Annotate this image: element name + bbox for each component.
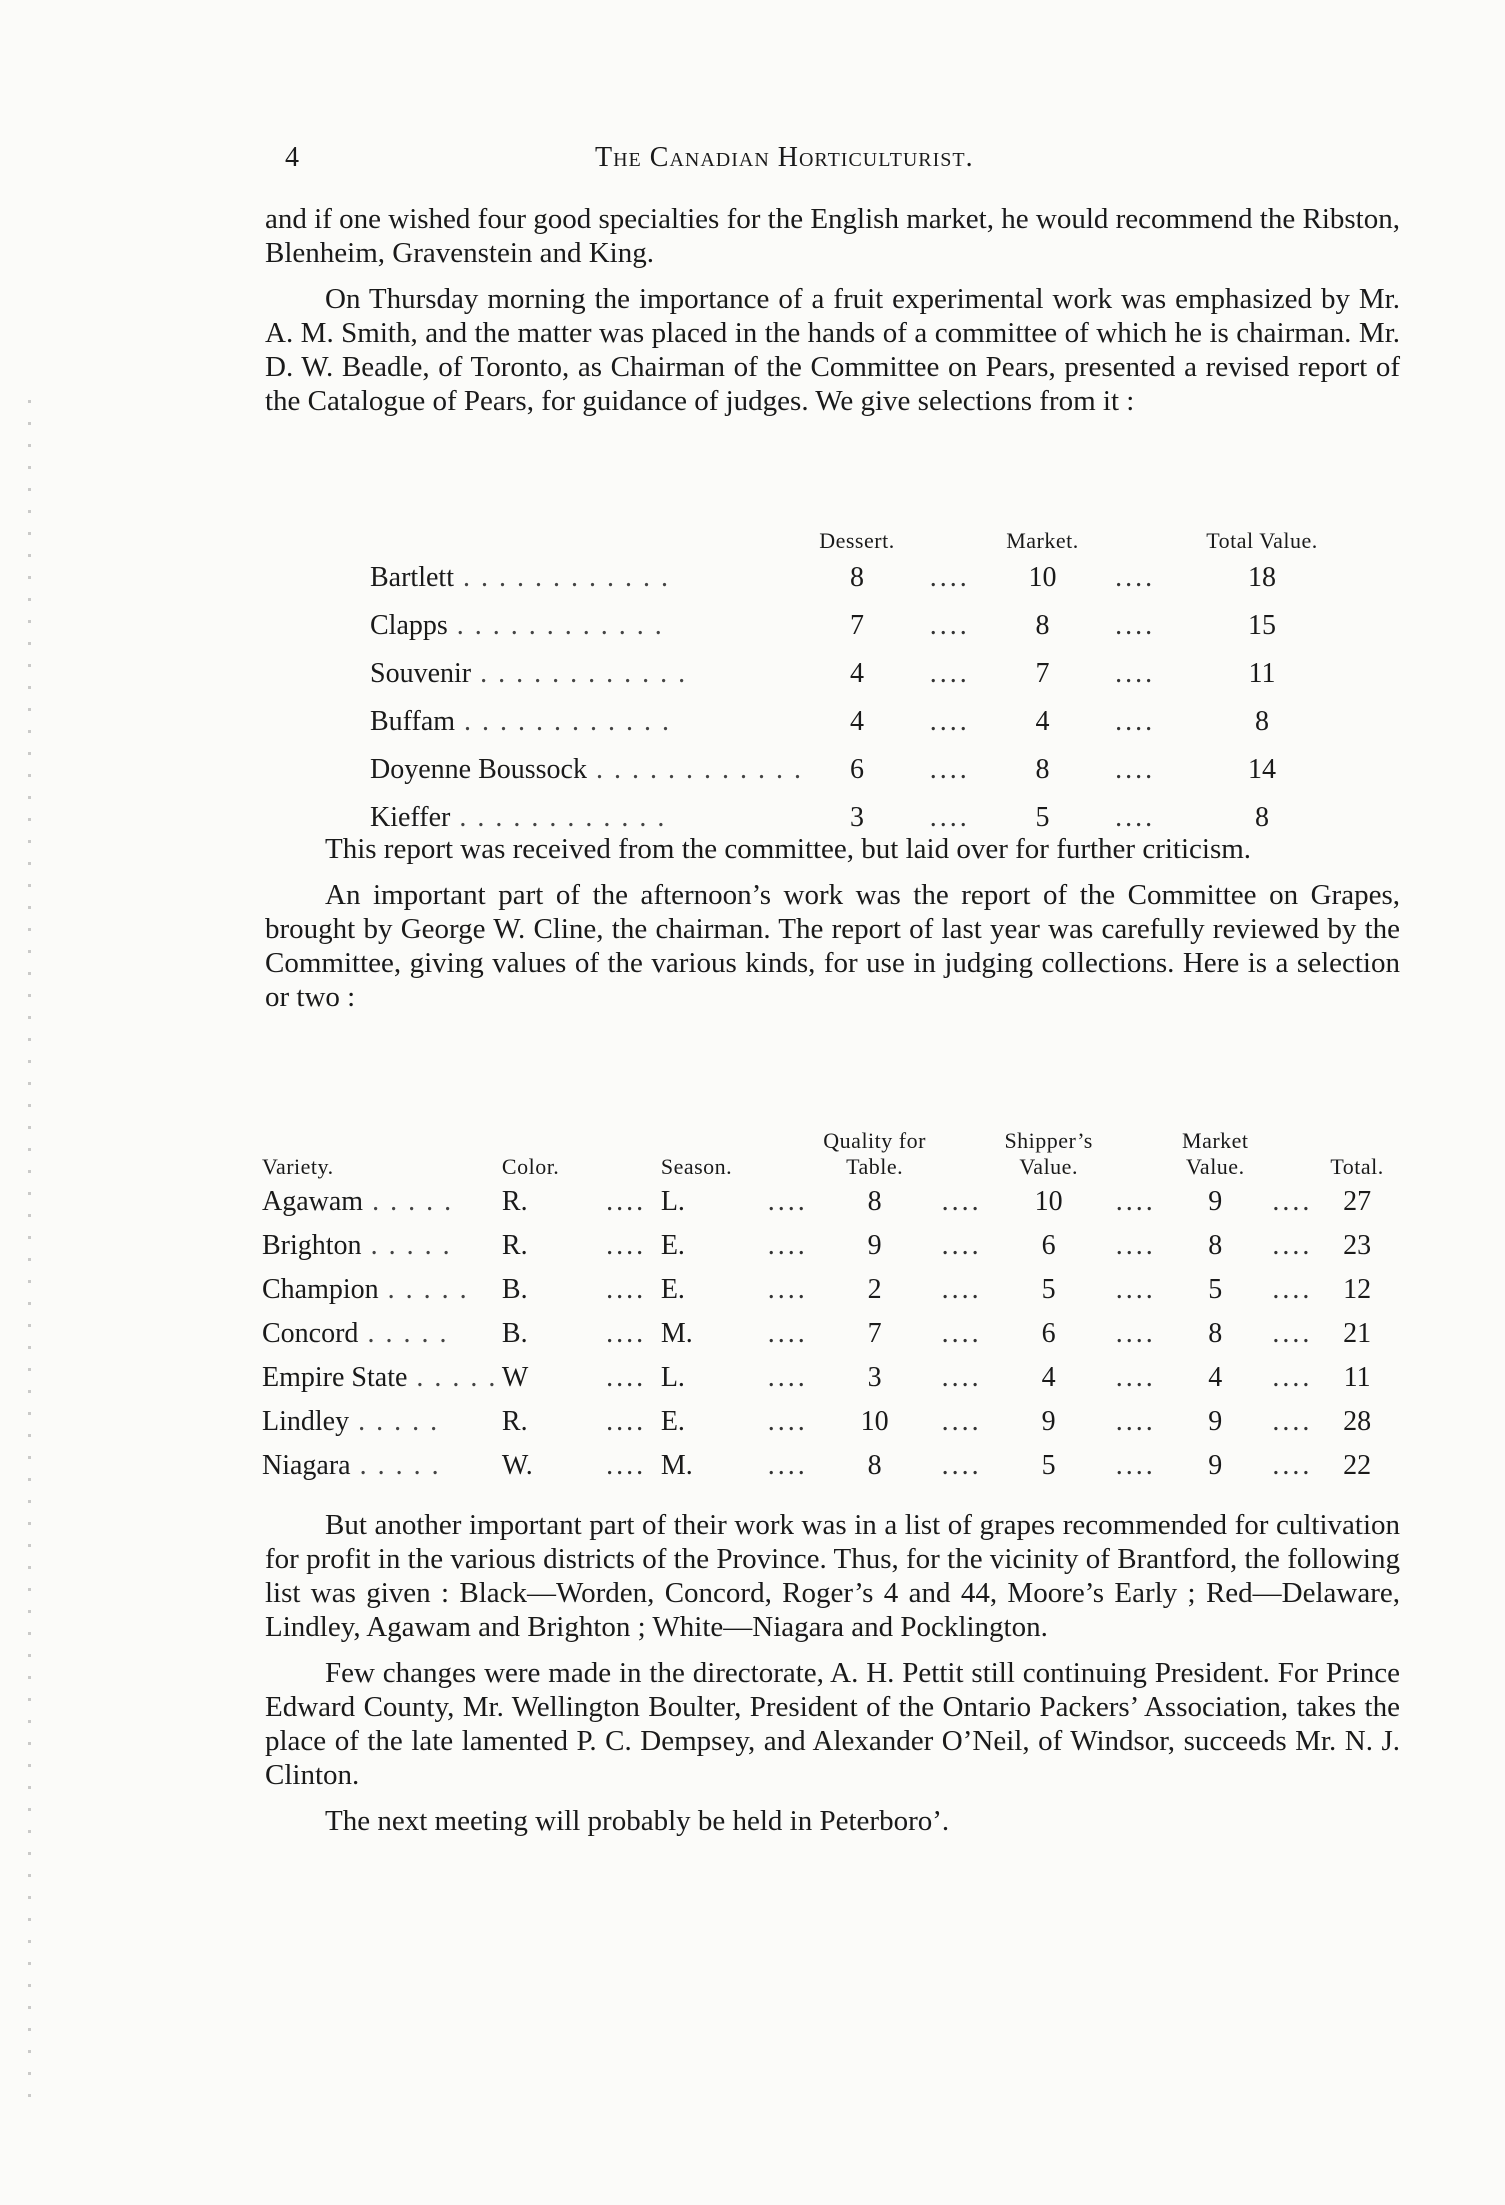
grape-shipper: 4 <box>1041 1362 1056 1393</box>
grape-season: L. <box>660 1362 685 1393</box>
dot-leader: .... <box>1115 1230 1156 1261</box>
pear-market: 8 <box>1035 610 1050 641</box>
col-variety: Variety. <box>262 1154 334 1179</box>
dot-leader: .... <box>941 1274 982 1305</box>
table-row <box>262 1224 1392 1268</box>
grape-quality: 7 <box>867 1318 882 1349</box>
pear-total: 15 <box>1248 610 1276 641</box>
dot-leader: . . . . . <box>378 1274 469 1305</box>
pear-market: 7 <box>1035 658 1050 689</box>
grape-shipper: 9 <box>1041 1406 1056 1437</box>
grape-variety: Champion <box>262 1274 379 1305</box>
dot-leader: .... <box>929 610 970 641</box>
dot-leader: .... <box>767 1230 808 1261</box>
dot-leader: .... <box>941 1362 982 1393</box>
pear-name-cell <box>370 554 803 602</box>
dot-leader: .... <box>941 1406 982 1437</box>
dot-leader: .... <box>1272 1230 1313 1261</box>
pear-name: Clapps <box>370 610 448 641</box>
dot-leader: .... <box>1272 1318 1313 1349</box>
table-row <box>370 746 1350 794</box>
grape-quality: 3 <box>867 1362 882 1393</box>
pear-name: Bartlett <box>370 562 454 593</box>
grape-color: R. <box>501 1186 528 1217</box>
table-row <box>262 1268 1392 1312</box>
dot-leader: .... <box>1115 1450 1156 1481</box>
dot-leader: . . . . . . . . . . . . <box>471 658 688 689</box>
dot-leader: .... <box>929 658 970 689</box>
paragraph-7: The next meeting will probably be held in Peterboro’. <box>325 1805 950 1837</box>
grape-variety-cell <box>262 1312 502 1356</box>
col-market-value: Market Value. <box>1182 1128 1249 1179</box>
pear-table-header <box>370 528 1350 554</box>
dot-leader: . . . . . . . . . . . . <box>450 802 667 833</box>
pear-market: 4 <box>1035 706 1050 737</box>
dot-leader: .... <box>1115 562 1156 593</box>
text-block-middle <box>265 832 1400 1026</box>
page-number: 4 <box>285 142 299 173</box>
dot-leader: . . . . . . . . . . . . <box>455 706 672 737</box>
dot-leader: . . . . . <box>350 1450 441 1481</box>
dot-leader: .... <box>606 1274 647 1305</box>
table-row <box>370 698 1350 746</box>
grape-market: 9 <box>1208 1186 1223 1217</box>
dot-leader: .... <box>767 1318 808 1349</box>
grape-market: 5 <box>1208 1274 1223 1305</box>
dot-leader: .... <box>767 1406 808 1437</box>
grape-color: W. <box>501 1450 533 1481</box>
grape-total: 11 <box>1343 1362 1371 1393</box>
grape-quality: 8 <box>867 1450 882 1481</box>
pear-dessert: 4 <box>849 658 864 689</box>
pear-dessert: 7 <box>849 610 864 641</box>
grape-color: R. <box>501 1406 528 1437</box>
text-block-bottom <box>265 1508 1400 1850</box>
dot-leader: .... <box>606 1186 647 1217</box>
grape-shipper: 5 <box>1041 1274 1056 1305</box>
grape-variety-cell <box>262 1180 502 1224</box>
col-market: Market. <box>1006 528 1079 553</box>
grape-total: 23 <box>1343 1230 1372 1261</box>
dot-leader: .... <box>1272 1274 1313 1305</box>
pear-dessert: 6 <box>849 754 864 785</box>
grape-total: 27 <box>1343 1186 1372 1217</box>
binding-edge <box>28 400 31 2100</box>
dot-leader: .... <box>1115 1318 1156 1349</box>
col-quality: Quality for Table. <box>823 1128 926 1179</box>
pear-name-cell <box>370 746 803 794</box>
grape-variety-cell <box>262 1268 502 1312</box>
pear-total: 14 <box>1248 754 1276 785</box>
dot-leader: .... <box>1115 1186 1156 1217</box>
dot-leader: .... <box>941 1186 982 1217</box>
dot-leader: .... <box>606 1318 647 1349</box>
running-title: The Canadian Horticulturist. <box>595 142 974 173</box>
paragraph-4: An important part of the afternoon’s work was the report of the Committee on Grapes, brought by George W. Cline, the chairman. The report of last year was carefully reviewed by the Committee, giving values of the various kinds, for use in judging collections. Here is a selection or two : <box>265 879 1400 1013</box>
paragraph-6: Few changes were made in the directorate, A. H. Pettit still continuing President. For Prince Edward County, Mr. Wellington Boulter, President of the Ontario Packers’ Association, takes the place of the late lamented P. C. Dempsey, and Alexander O’Neil, of Windsor, succeeds Mr. N. J. Clinton. <box>265 1657 1400 1791</box>
grape-total: 21 <box>1343 1318 1372 1349</box>
table-row <box>262 1356 1392 1400</box>
paragraph-3: This report was received from the committee, but laid over for further criticism. <box>325 833 1252 865</box>
pear-total: 11 <box>1248 658 1276 689</box>
table-row <box>262 1180 1392 1224</box>
page-header <box>285 142 1405 182</box>
dot-leader: .... <box>606 1406 647 1437</box>
dot-leader: .... <box>941 1318 982 1349</box>
grape-shipper: 6 <box>1041 1230 1056 1261</box>
dot-leader: .... <box>1272 1186 1313 1217</box>
grape-season: L. <box>660 1186 685 1217</box>
grape-season: E. <box>660 1230 685 1261</box>
grape-quality: 9 <box>867 1230 882 1261</box>
table-row <box>262 1312 1392 1356</box>
table-row <box>370 602 1350 650</box>
text-block-top <box>265 202 1400 430</box>
grape-shipper: 5 <box>1041 1450 1056 1481</box>
pear-total: 8 <box>1255 706 1269 737</box>
grape-color: B. <box>501 1274 528 1305</box>
dot-leader: .... <box>941 1230 982 1261</box>
dot-leader: .... <box>1115 1274 1156 1305</box>
grape-color: W <box>501 1362 529 1393</box>
pear-name-cell <box>370 650 803 698</box>
grape-total: 22 <box>1343 1450 1372 1481</box>
grape-total: 12 <box>1343 1274 1372 1305</box>
grape-variety: Niagara <box>262 1450 351 1481</box>
grape-shipper: 6 <box>1041 1318 1056 1349</box>
pear-dessert: 8 <box>849 562 864 593</box>
grape-variety-cell <box>262 1400 502 1444</box>
grape-table <box>262 1128 1392 1488</box>
grape-variety: Brighton <box>262 1230 362 1261</box>
col-color: Color. <box>501 1154 560 1179</box>
dot-leader: .... <box>767 1450 808 1481</box>
grape-variety: Agawam <box>262 1186 364 1217</box>
pear-name-cell <box>370 698 803 746</box>
pear-market: 10 <box>1028 562 1057 593</box>
col-season: Season. <box>660 1154 733 1179</box>
dot-leader: .... <box>1115 1362 1156 1393</box>
dot-leader: .... <box>1272 1450 1313 1481</box>
dot-leader: .... <box>1115 610 1156 641</box>
dot-leader: . . . . . . . . . . . . <box>586 754 803 785</box>
grape-market: 8 <box>1208 1230 1223 1261</box>
pear-market: 8 <box>1035 754 1050 785</box>
col-total-value: Total Value. <box>1206 528 1318 553</box>
grape-variety: Empire State <box>262 1362 408 1393</box>
dot-leader: .... <box>1115 802 1156 833</box>
col-dessert: Dessert. <box>819 528 895 553</box>
col-total: Total. <box>1330 1154 1384 1179</box>
grape-shipper: 10 <box>1034 1186 1063 1217</box>
grape-season: E. <box>660 1274 685 1305</box>
grape-table-header <box>262 1128 1392 1180</box>
grape-color: R. <box>501 1230 528 1261</box>
pear-dessert: 3 <box>849 802 864 833</box>
pear-total: 8 <box>1255 802 1269 833</box>
paragraph-2: On Thursday morning the importance of a fruit experimental work was emphasized by Mr. A. M. Smith, and the matter was placed in the hands of a committee of which he is chairman. Mr. D. W. Beadle, of Toronto, as Chairman of the Committee on Pears, presented a revised report of the Catalogue of Pears, for guidance of judges. We give selections from it : <box>265 283 1400 417</box>
grape-color: B. <box>501 1318 528 1349</box>
dot-leader: .... <box>1115 1406 1156 1437</box>
grape-season: M. <box>660 1318 693 1349</box>
dot-leader: .... <box>767 1362 808 1393</box>
pear-name: Doyenne Boussock <box>370 754 587 785</box>
grape-market: 4 <box>1208 1362 1223 1393</box>
table-row <box>370 650 1350 698</box>
dot-leader: .... <box>606 1362 647 1393</box>
dot-leader: .... <box>929 754 970 785</box>
dot-leader: .... <box>1272 1406 1313 1437</box>
grape-total: 28 <box>1343 1406 1372 1437</box>
dot-leader: .... <box>767 1186 808 1217</box>
grape-variety: Concord <box>262 1318 359 1349</box>
table-row <box>262 1444 1392 1488</box>
grape-market: 8 <box>1208 1318 1223 1349</box>
grape-variety: Lindley <box>262 1406 350 1437</box>
grape-quality: 8 <box>867 1186 882 1217</box>
paragraph-1: and if one wished four good specialties for the English market, he would recommend the Ribston, Blenheim, Gravenstein and King. <box>265 203 1400 269</box>
dot-leader: .... <box>941 1450 982 1481</box>
pear-total: 18 <box>1248 562 1276 593</box>
dot-leader: . . . . . . . . . . . . <box>447 610 664 641</box>
dot-leader: .... <box>929 802 970 833</box>
dot-leader: .... <box>1115 754 1156 785</box>
pear-name: Souvenir <box>370 658 472 689</box>
pear-name-cell <box>370 602 803 650</box>
pear-market: 5 <box>1035 802 1050 833</box>
grape-quality: 10 <box>860 1406 889 1437</box>
grape-variety-cell <box>262 1224 502 1268</box>
grape-variety-cell <box>262 1444 502 1488</box>
grape-season: E. <box>660 1406 685 1437</box>
dot-leader: .... <box>606 1230 647 1261</box>
pear-name: Buffam <box>370 706 456 737</box>
paragraph-5: But another important part of their work was in a list of grapes recommended for cultivation for profit in the various districts of the Province. Thus, for the vicinity of Brantford, the following list was given : Black—Worden, Concord, Roger’s 4 and 44, Moore’s Early ; Red—Delaware, Lindley, Agawam and Brighton ; White—Niagara and Pocklington. <box>265 1509 1400 1643</box>
dot-leader: .... <box>606 1450 647 1481</box>
col-shipper: Shipper’s Value. <box>1004 1128 1093 1179</box>
dot-leader: .... <box>1115 706 1156 737</box>
grape-quality: 2 <box>867 1274 882 1305</box>
dot-leader: . . . . . <box>358 1318 449 1349</box>
dot-leader: . . . . . <box>363 1186 454 1217</box>
grape-season: M. <box>660 1450 693 1481</box>
pear-dessert: 4 <box>849 706 864 737</box>
dot-leader: .... <box>767 1274 808 1305</box>
grape-market: 9 <box>1208 1450 1223 1481</box>
pear-table <box>370 528 1350 842</box>
table-row <box>262 1400 1392 1444</box>
table-row <box>370 554 1350 602</box>
dot-leader: .... <box>929 706 970 737</box>
dot-leader: .... <box>929 562 970 593</box>
grape-variety-cell <box>262 1356 502 1400</box>
dot-leader: . . . . . <box>361 1230 452 1261</box>
dot-leader: .... <box>1115 658 1156 689</box>
pear-name: Kieffer <box>370 802 451 833</box>
dot-leader: . . . . . . . . . . . . <box>453 562 670 593</box>
grape-market: 9 <box>1208 1406 1223 1437</box>
dot-leader: . . . . . <box>349 1406 440 1437</box>
dot-leader: .... <box>1272 1362 1313 1393</box>
dot-leader: . . . . . <box>407 1362 498 1393</box>
